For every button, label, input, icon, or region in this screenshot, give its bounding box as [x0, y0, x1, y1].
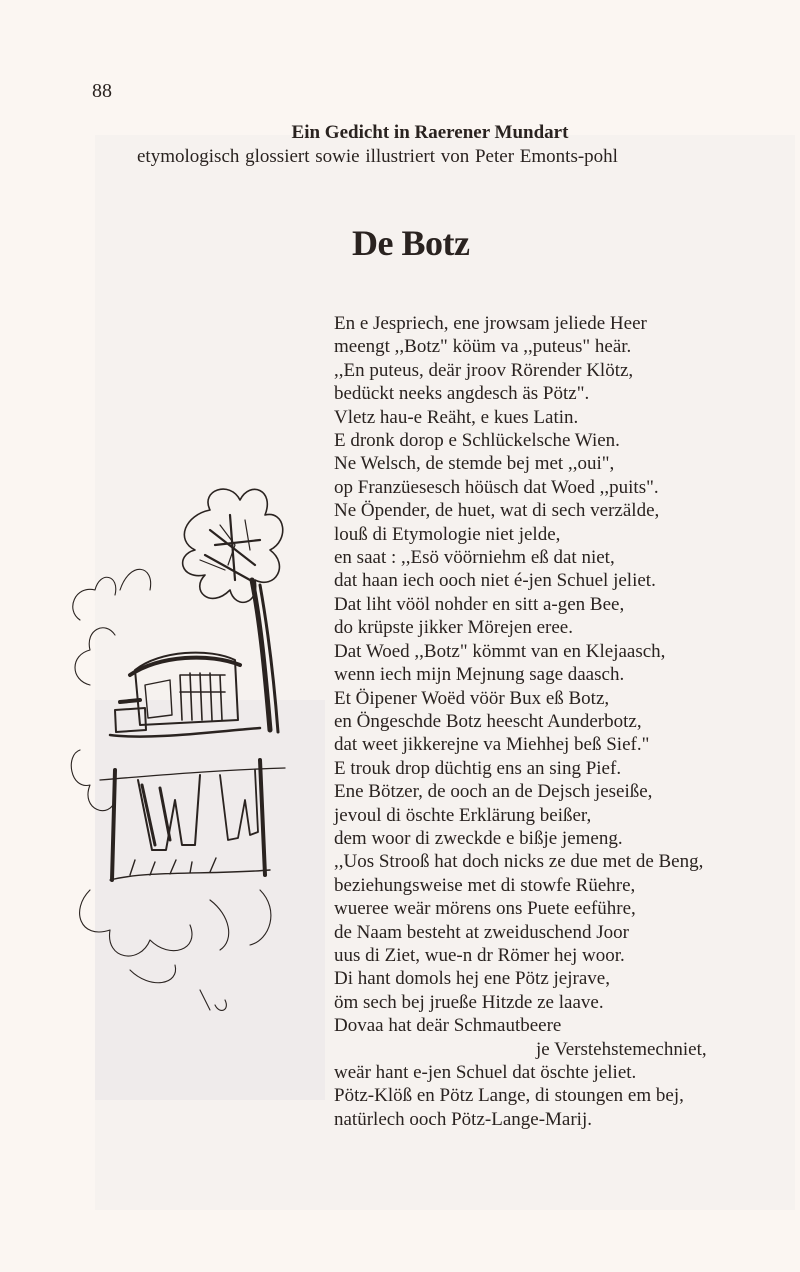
poem-line: dat haan iech ooch niet é-jen Schuel jeliet. — [334, 570, 656, 592]
poem-line: ,,En puteus, deär jroov Rörender Klötz, — [334, 359, 634, 381]
poem-line: Dovaa hat deär Schmautbeere — [334, 1015, 562, 1037]
poem-line: dat weet jikkerejne va Miehhej beß Sief." — [334, 734, 650, 756]
well-illustration-icon — [60, 470, 350, 1030]
poem-line: weär hant e-jen Schuel dat öschte jeliet. — [334, 1062, 637, 1083]
poem-line: Ne Öpender, de huet, wat di sech verzälde, — [334, 500, 660, 522]
poem-line: meengt ,,Botz" köüm va ,,puteus" heär. — [334, 336, 632, 358]
poem-line: Dat liht vööl nohder en sitt a-gen Bee, — [334, 593, 625, 615]
page-number: 88 — [92, 80, 112, 102]
poem-line: Dat Woed ,,Botz" kömmt van en Klejaasch, — [334, 640, 666, 662]
poem-line: Et Öipener Woëd vöör Bux eß Botz, — [334, 687, 610, 709]
poem-line: dem woor di zweckde e bißje jemeng. — [334, 827, 623, 849]
subtitle-byline: etymologisch glossiert sowie illustriert von Peter Emonts-pohl — [137, 146, 618, 167]
poem-line: Ene Bötzer, de ooch an de Dejsch jeseiße, — [334, 781, 653, 803]
poem-line: beziehungsweise met di stowfe Rüehre, — [334, 874, 636, 896]
poem-line: Pötz-Klöß en Pötz Lange, di stoungen em bej, — [334, 1085, 684, 1107]
poem-line: en Öngeschde Botz heescht Aunderbotz, — [334, 710, 642, 732]
poem-title: De Botz — [352, 223, 470, 263]
poem-line: Di hant domols hej ene Pötz jejrave, — [334, 968, 610, 990]
poem-line: bedückt neeks angdesch äs Pötz". — [334, 383, 590, 405]
poem-line: wenn iech mijn Mejnung sage daasch. — [334, 664, 625, 686]
poem-line: louß di Etymologie niet jelde, — [334, 523, 561, 545]
poem-body — [334, 312, 794, 1131]
poem-line: en saat : ,,Esö vöörniehm eß dat niet, — [334, 547, 615, 569]
subtitle-heading: Ein Gedicht in Raerener Mundart — [291, 122, 569, 143]
poem-line: uus di Ziet, wue-n dr Römer hej woor. — [334, 944, 625, 966]
poem-line: natürlech ooch Pötz-Lange-Marij. — [334, 1108, 592, 1130]
poem-line: Vletz hau-e Reäht, e kues Latin. — [334, 406, 579, 428]
poem-line: wueree weär mörens ons Puete eeführe, — [334, 898, 636, 920]
poem-line: jevoul di öschte Erklärung beißer, — [334, 804, 592, 826]
poem-line: öm sech bej jrueße Hitzde ze laave. — [334, 991, 604, 1013]
poem-line: op Franzüesesch höüsch dat Woed ,,puits". — [334, 476, 659, 498]
poem-line: do krüpste jikker Mörejen eree. — [334, 617, 573, 639]
poem-line: Ne Welsch, de stemde bej met ,,oui", — [334, 453, 615, 475]
poem-line: En e Jespriech, ene jrowsam jeliede Heer — [334, 313, 647, 334]
poem-line: de Naam besteht at zweiduschend Joor — [334, 921, 629, 943]
poem-line: E trouk drop düchtig ens an sing Pief. — [334, 757, 622, 779]
poem-line: ,,Uos Strooß hat doch nicks ze due met de Beng, — [334, 851, 704, 873]
poem-line-indented: je Verstehstemechniet, — [536, 1038, 707, 1060]
poem-line: E dronk dorop e Schlückelsche Wien. — [334, 430, 620, 452]
